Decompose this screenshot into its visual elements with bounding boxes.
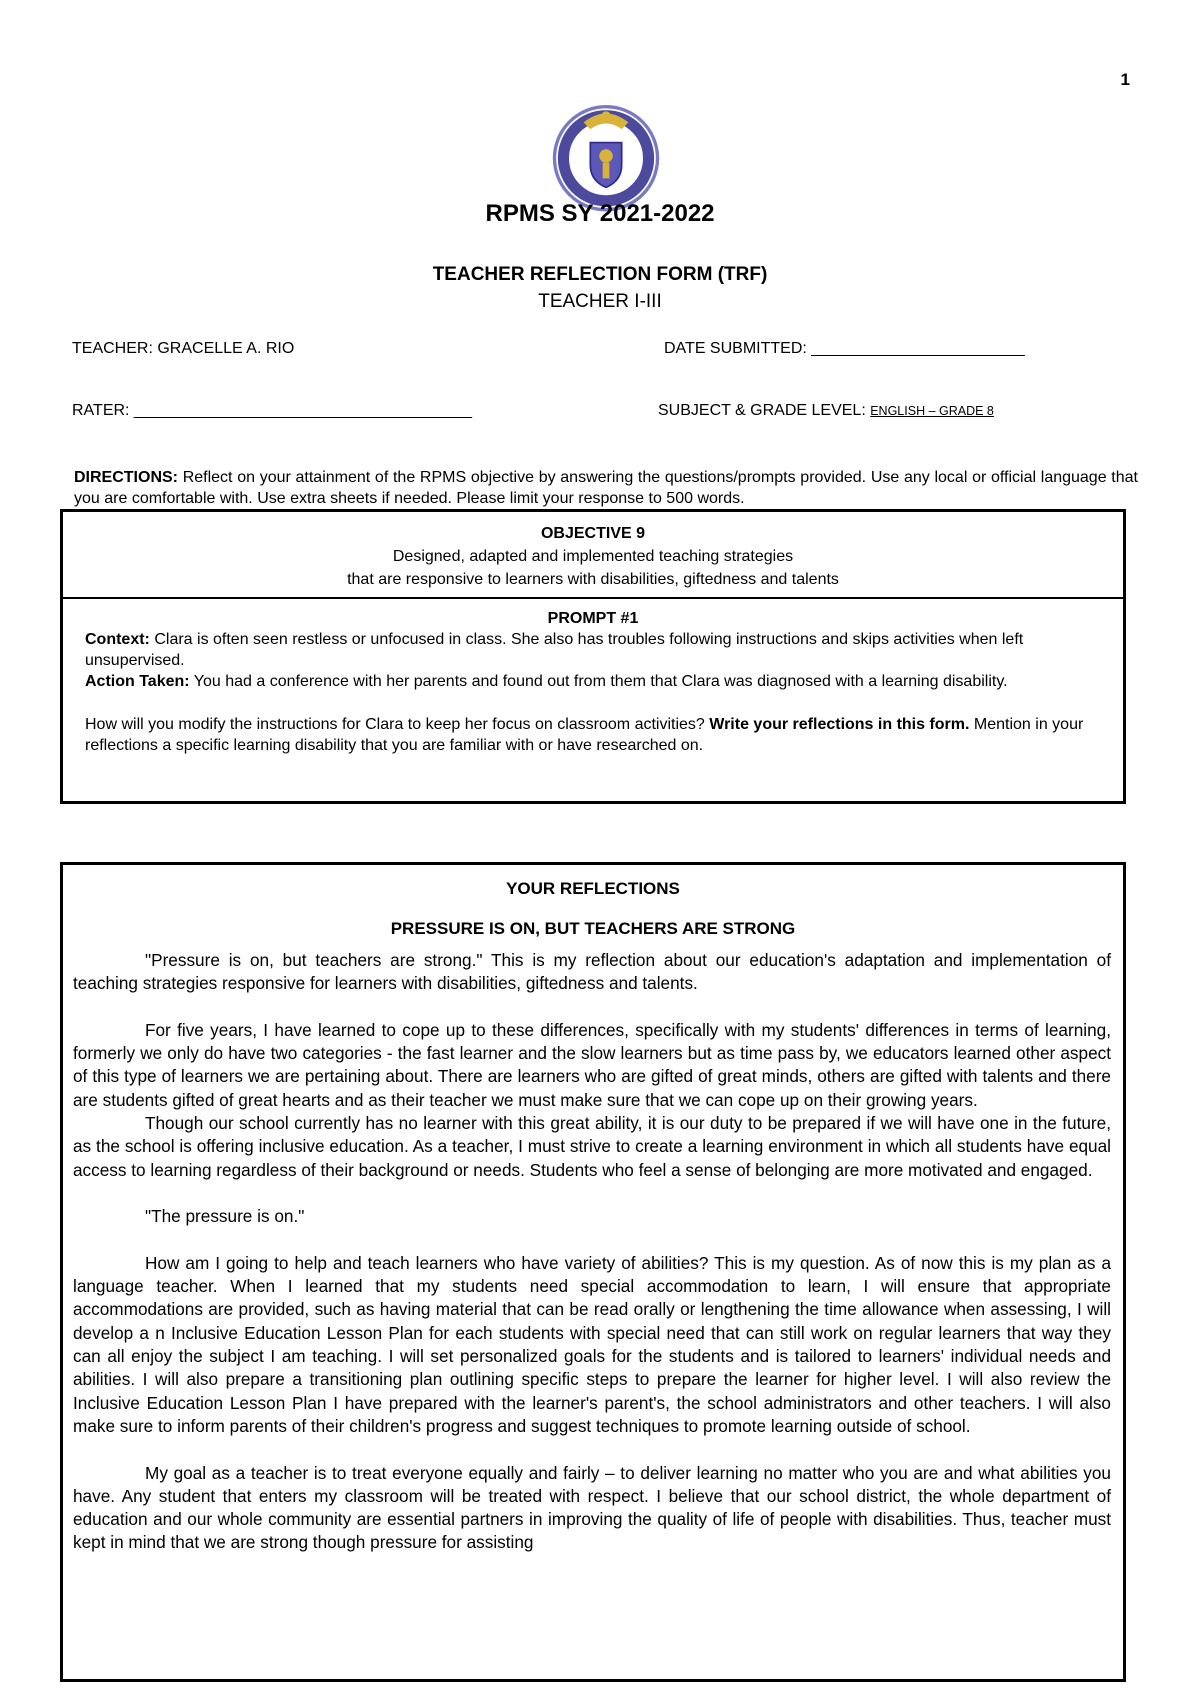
- reflection-paragraph-2: For five years, I have learned to cope up to these differences, specifically with my students' differences in terms of learning, formerly we only do have two categories - the fast learner and the slow learners but as time pass by, we educators learned other aspect of this type of learners we are pertaining about. There are learners who are gifted of great minds, others are gifted with talents and there are students gifted of great hearts and as their teacher we must make sure that we can cope up on their growing years.: [73, 1019, 1111, 1110]
- directions-label: DIRECTIONS:: [74, 469, 178, 486]
- subject-grade-field: [658, 402, 994, 420]
- objective-line-1: Designed, adapted and implemented teaching strategies: [392, 548, 794, 565]
- directions: [74, 467, 1138, 509]
- prompt-question: [85, 714, 1101, 756]
- rater-field: RATER: ______________________________________: [72, 402, 473, 419]
- reflection-paragraph-5: How am I going to help and teach learners who have variety of abilities? This is my question. As of now this is my plan as a language teacher. When I learned that my students need special accommodation to learn, I will ensure that appropriate accommodations are provided, such as having material that can be read orally or lengthening the time allowance when assessing, I will develop a n Inclusive Education Lesson Plan for each students with special need that can still work on regular learners that way they can all enjoy the subject I am teaching. I will set personalized goals for the students and is tailored to learners' individual needs and abilities. I will also prepare a transitioning plan outlining specific steps to prepare the learner for higher level. I will also review the Inclusive Education Lesson Plan I have prepared with the learner's parent's, the school administrators and other teachers. I will also make sure to inform parents of their children's progress and suggest techniques to promote learning outside of school.: [73, 1252, 1111, 1436]
- context-label: Context:: [85, 631, 150, 648]
- prompt-section: [63, 599, 1123, 756]
- reflections-box: [60, 862, 1126, 1682]
- page-title: RPMS SY 2021-2022: [485, 200, 715, 227]
- action-label: Action Taken:: [85, 673, 190, 690]
- directions-text: Reflect on your attainment of the RPMS objective by answering the questions/prompts provided. Use any local or official language that you are comfortable with. Use extra sheets if needed. Please limit your response to 500 words.: [74, 469, 1138, 507]
- form-title: TEACHER REFLECTION FORM (TRF): [432, 264, 768, 285]
- deped-seal-logo: [550, 100, 662, 212]
- reflection-paragraph-6: My goal as a teacher is to treat everyone equally and fairly – to deliver learning no matter who you are and what abilities you have. Any student that enters my classroom will be treated with respect. I believe that our school district, the whole department of education and our whole community are essential partners in improving the quality of life of people with disabilities. Thus, teacher must kept in mind that we are strong though pressure for assisting: [73, 1462, 1111, 1553]
- date-submitted-field: DATE SUBMITTED: ________________________: [664, 340, 1025, 357]
- question-text: How will you modify the instructions for Clara to keep her focus on classroom activities?: [85, 716, 710, 733]
- action-text: You had a conference with her parents and found out from them that Clara was diagnosed with a learning disability.: [189, 673, 1008, 690]
- prompt-heading: PROMPT #1: [547, 610, 639, 627]
- reflections-heading: YOUR REFLECTIONS: [506, 879, 680, 898]
- question-tail: Mention in your reflections a specific learning disability that you are familiar with or have researched on.: [85, 716, 1084, 754]
- reflection-paragraph-3: Though our school currently has no learner with this great ability, it is our duty to be prepared if we will have one in the future, as the school is offering inclusive education. As a teacher, I must strive to create a learning environment in which all students have equal access to learning regardless of their background or needs. Students who feel a sense of belonging are more motivated and engaged.: [73, 1113, 1111, 1180]
- reflection-paragraph-1: "Pressure is on, but teachers are strong." This is my reflection about our education's adaptation and implementation of teaching strategies responsive for learners with disabilities, giftedness and talents.: [73, 950, 1111, 994]
- objective-line-2: that are responsive to learners with disabilities, giftedness and talents: [347, 571, 839, 588]
- prompt-action: [85, 671, 1101, 692]
- context-text: Clara is often seen restless or unfocused in class. She also has troubles following instructions and skips activities when left unsupervised.: [85, 631, 1024, 669]
- subject-label: SUBJECT & GRADE LEVEL:: [658, 402, 871, 419]
- reflections-title: PRESSURE IS ON, BUT TEACHERS ARE STRONG: [390, 919, 796, 938]
- form-subtitle: TEACHER I-III: [538, 291, 662, 312]
- objective-section: [63, 512, 1123, 599]
- page-number: 1: [1120, 70, 1130, 89]
- teacher-field: TEACHER: GRACELLE A. RIO: [72, 340, 295, 357]
- reflection-paragraph-4: "The pressure is on.": [145, 1206, 305, 1227]
- question-bold: Write your reflections in this form.: [709, 716, 970, 733]
- objective-heading: OBJECTIVE 9: [540, 525, 646, 542]
- objective-prompt-box: [60, 509, 1126, 804]
- subject-value: ENGLISH – GRADE 8: [870, 404, 994, 418]
- reflections-body: [63, 939, 1123, 1555]
- prompt-context: [85, 629, 1101, 671]
